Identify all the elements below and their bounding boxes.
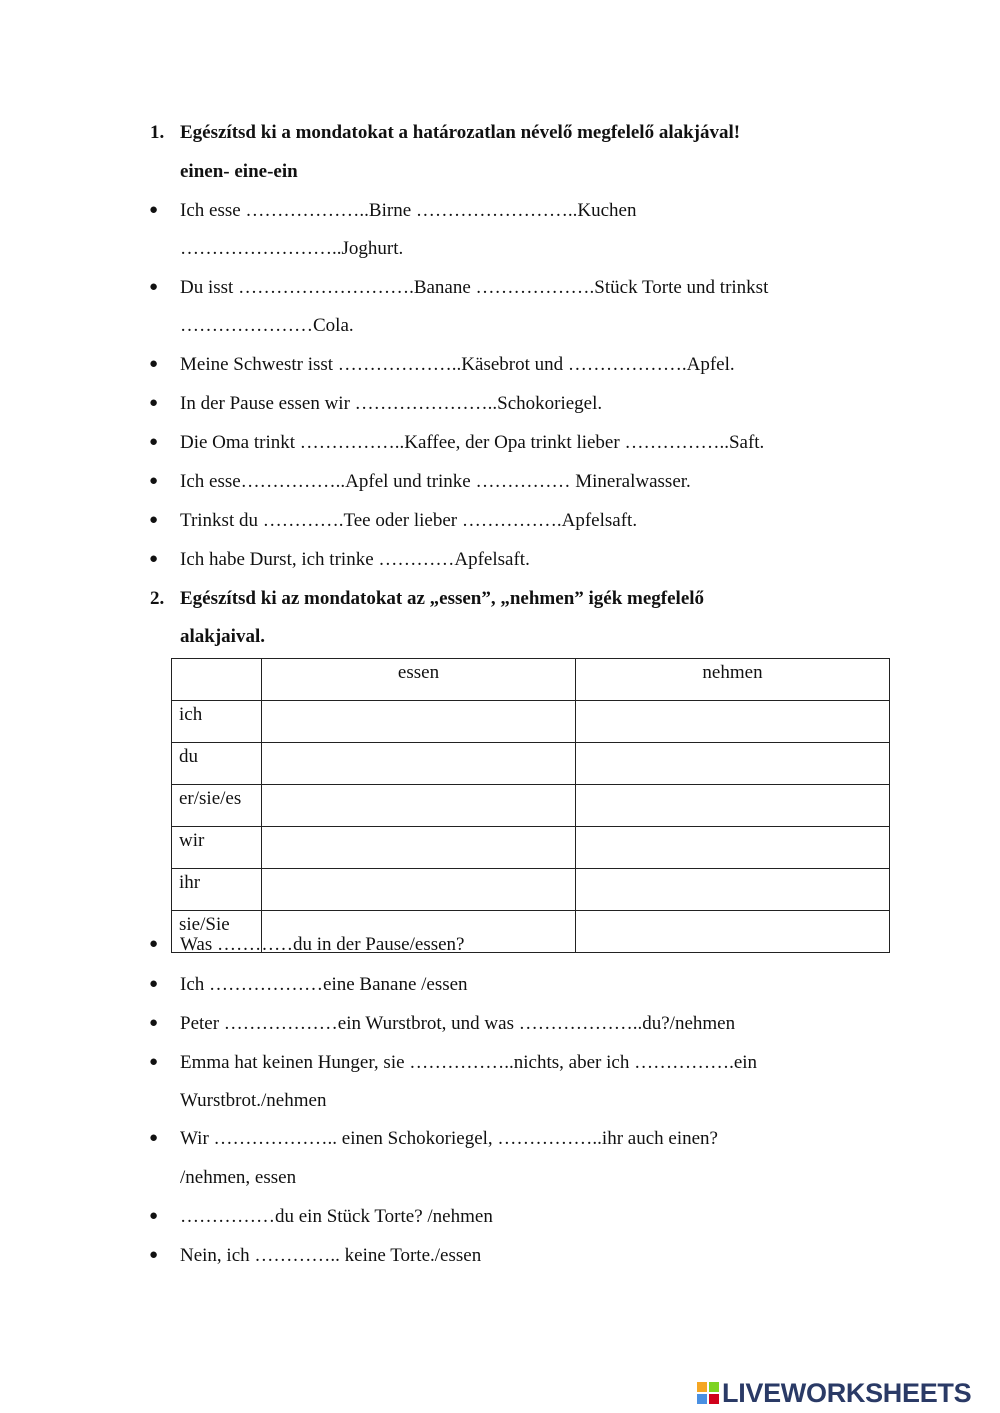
answer-cell-nehmen[interactable] — [576, 869, 890, 911]
exercise-2-line: Ich ………………eine Banane /essen — [180, 974, 468, 995]
exercise-1-hint: einen- eine-ein — [180, 161, 298, 182]
pronoun-cell: er/sie/es — [172, 785, 262, 827]
table-header-essen: essen — [262, 659, 576, 701]
table-header-nehmen: nehmen — [576, 659, 890, 701]
exercise-2-line: Nein, ich ………….. keine Torte./essen — [180, 1245, 482, 1266]
exercise-1-line: …………………Cola. — [180, 315, 354, 336]
bullet-icon: ● — [149, 1015, 159, 1031]
logo-grid-icon — [697, 1382, 719, 1404]
table-row — [172, 743, 890, 785]
pronoun-cell: sie/Sie — [172, 911, 262, 953]
exercise-1-line: Ich esse……………..Apfel und trinke …………… Mineralwasser. — [180, 471, 691, 492]
answer-cell-nehmen[interactable] — [576, 785, 890, 827]
table-row — [172, 827, 890, 869]
exercise-1-title: Egészítsd ki a mondatokat a határozatlan névelő megfelelő alakjával! — [180, 122, 741, 143]
bullet-icon: ● — [149, 1208, 159, 1224]
exercise-1-line: Meine Schwestr isst ………………..Käsebrot und ……………….Apfel. — [180, 354, 735, 375]
pronoun-cell: ich — [172, 701, 262, 743]
bullet-icon: ● — [149, 395, 159, 411]
answer-cell-essen[interactable] — [262, 743, 576, 785]
exercise-1-line: ……………………..Joghurt. — [180, 238, 404, 259]
bullet-icon: ● — [149, 356, 159, 372]
exercise-1-line: Trinkst du ………….Tee oder lieber …………….Apfelsaft. — [180, 510, 638, 531]
exercise-2-line: /nehmen, essen — [180, 1167, 297, 1188]
table-row — [172, 785, 890, 827]
exercise-1-line: Du isst ……………………….Banane ……………….Stück Torte und trinkst — [180, 277, 769, 298]
table-row — [172, 701, 890, 743]
liveworksheets-logo — [697, 1378, 971, 1408]
bullet-icon: ● — [149, 1247, 159, 1263]
conjugation-table — [171, 658, 890, 953]
exercise-2-number: 2. — [150, 588, 165, 609]
answer-cell-essen[interactable] — [262, 785, 576, 827]
exercise-1-number: 1. — [150, 122, 165, 143]
bullet-icon: ● — [149, 1130, 159, 1146]
bullet-icon: ● — [149, 551, 159, 567]
pronoun-cell: du — [172, 743, 262, 785]
exercise-2-title: Egészítsd ki az mondatokat az „essen”, „nehmen” igék megfelelő — [180, 588, 705, 609]
exercise-2-line: Wurstbrot./nehmen — [180, 1090, 327, 1111]
exercise-1-line: Ich habe Durst, ich trinke …………Apfelsaft. — [180, 549, 530, 570]
table-header-row — [172, 659, 890, 701]
table-row — [172, 869, 890, 911]
answer-cell-essen[interactable] — [262, 701, 576, 743]
bullet-icon: ● — [149, 936, 159, 952]
exercise-1-line: Die Oma trinkt ……………..Kaffee, der Opa trinkt lieber ……………..Saft. — [180, 432, 765, 453]
bullet-icon: ● — [149, 976, 159, 992]
bullet-icon: ● — [149, 512, 159, 528]
pronoun-cell: wir — [172, 827, 262, 869]
answer-cell-nehmen[interactable] — [576, 701, 890, 743]
answer-cell-nehmen[interactable] — [576, 827, 890, 869]
exercise-2-line: Peter ………………ein Wurstbrot, und was ………………..du?/nehmen — [180, 1013, 736, 1034]
bullet-icon: ● — [149, 279, 159, 295]
exercise-1-line: Ich esse ………………..Birne ……………………..Kuchen — [180, 200, 637, 221]
pronoun-cell: ihr — [172, 869, 262, 911]
logo-text: LIVEWORKSHEETS — [722, 1377, 972, 1408]
exercise-2-line: ……………du ein Stück Torte? /nehmen — [180, 1206, 493, 1227]
bullet-icon: ● — [149, 1054, 159, 1070]
bullet-icon: ● — [149, 473, 159, 489]
exercise-1-line: In der Pause essen wir …………………..Schokoriegel. — [180, 393, 603, 414]
answer-cell-nehmen[interactable] — [576, 743, 890, 785]
answer-cell-essen[interactable] — [262, 827, 576, 869]
bullet-icon: ● — [149, 434, 159, 450]
answer-cell-essen[interactable] — [262, 869, 576, 911]
table-header-cell — [172, 659, 262, 701]
bullet-icon: ● — [149, 202, 159, 218]
exercise-2-title-cont: alakjaival. — [180, 626, 265, 647]
exercise-2-line: Wir ……………….. einen Schokoriegel, ……………..ihr auch einen? — [180, 1128, 718, 1149]
exercise-2-line: Was …………du in der Pause/essen? — [180, 934, 465, 955]
exercise-2-line: Emma hat keinen Hunger, sie ……………..nichts, aber ich …………….ein — [180, 1052, 758, 1073]
answer-cell-nehmen[interactable] — [576, 911, 890, 953]
